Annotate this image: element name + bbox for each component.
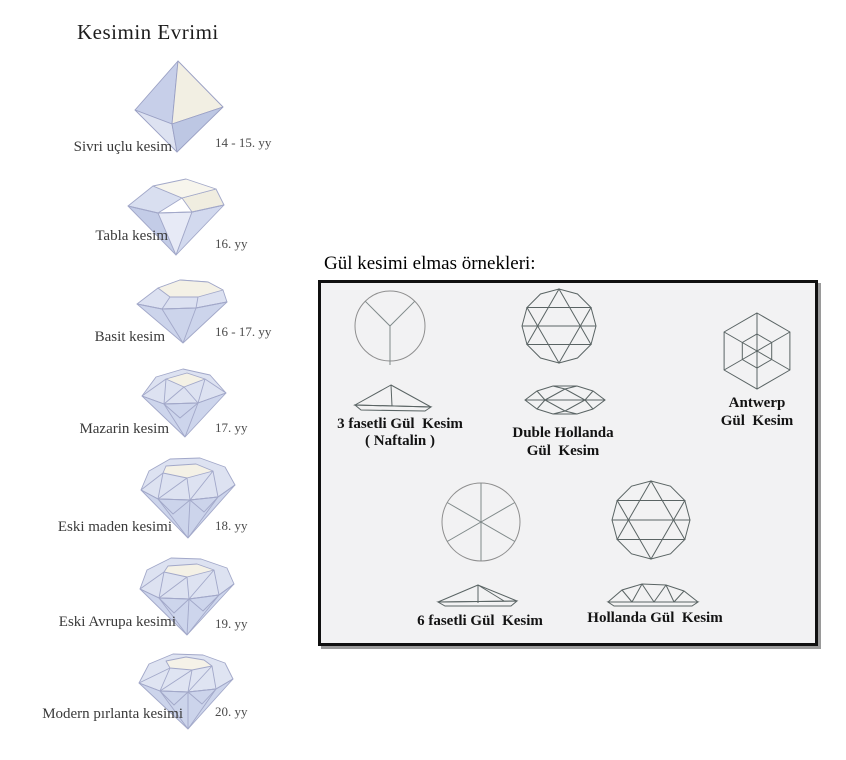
evolution-title: Kesimin Evrimi xyxy=(77,20,219,44)
six-facet-rose-diagram xyxy=(438,483,520,606)
cut-name-label: Modern pırlanta kesimi xyxy=(42,706,183,722)
rose-cut-sublabel: Gül Kesim xyxy=(720,413,794,429)
antwerp-rose-diagram xyxy=(724,313,790,389)
rose-cut-sublabel: ( Naftalin ) xyxy=(365,433,435,449)
rose-cut-diagrams xyxy=(321,283,815,643)
cut-name-label: Eski maden kesimi xyxy=(57,519,172,535)
rose-cut-label: 6 fasetli Gül Kesim xyxy=(417,613,543,629)
cut-name-label: Basit kesim xyxy=(94,329,165,345)
cut-name-label: Eski Avrupa kesimi xyxy=(58,614,176,630)
rose-cut-label: Duble Hollanda xyxy=(512,425,614,441)
rose-cuts-title: Gül kesimi elmas örnekleri: xyxy=(324,253,536,274)
rose-cut-label: Antwerp xyxy=(728,395,786,411)
cut-period-label: 16. yy xyxy=(215,236,248,251)
three-facet-rose-diagram xyxy=(355,291,431,411)
rose-cut-sublabel: Gül Kesim xyxy=(526,443,600,459)
cut-name-label: Mazarin kesim xyxy=(79,421,169,437)
cut-period-label: 20. yy xyxy=(215,704,248,719)
cut-period-label: 16 - 17. yy xyxy=(215,324,272,339)
rose-cut-label: Hollanda Gül Kesim xyxy=(587,610,723,626)
double-dutch-rose-diagram xyxy=(522,289,605,414)
cut-name-label: Sivri uçlu kesim xyxy=(73,139,172,155)
rose-cuts-panel xyxy=(318,280,818,646)
cut-period-label: 17. yy xyxy=(215,420,248,435)
cut-period-label: 14 - 15. yy xyxy=(215,135,272,150)
rose-cut-label: 3 fasetli Gül Kesim xyxy=(337,416,463,432)
dutch-rose-diagram xyxy=(608,481,698,606)
cut-period-label: 19. yy xyxy=(215,616,248,631)
cut-name-label: Tabla kesim xyxy=(95,228,168,244)
cut-period-label: 18. yy xyxy=(215,518,248,533)
